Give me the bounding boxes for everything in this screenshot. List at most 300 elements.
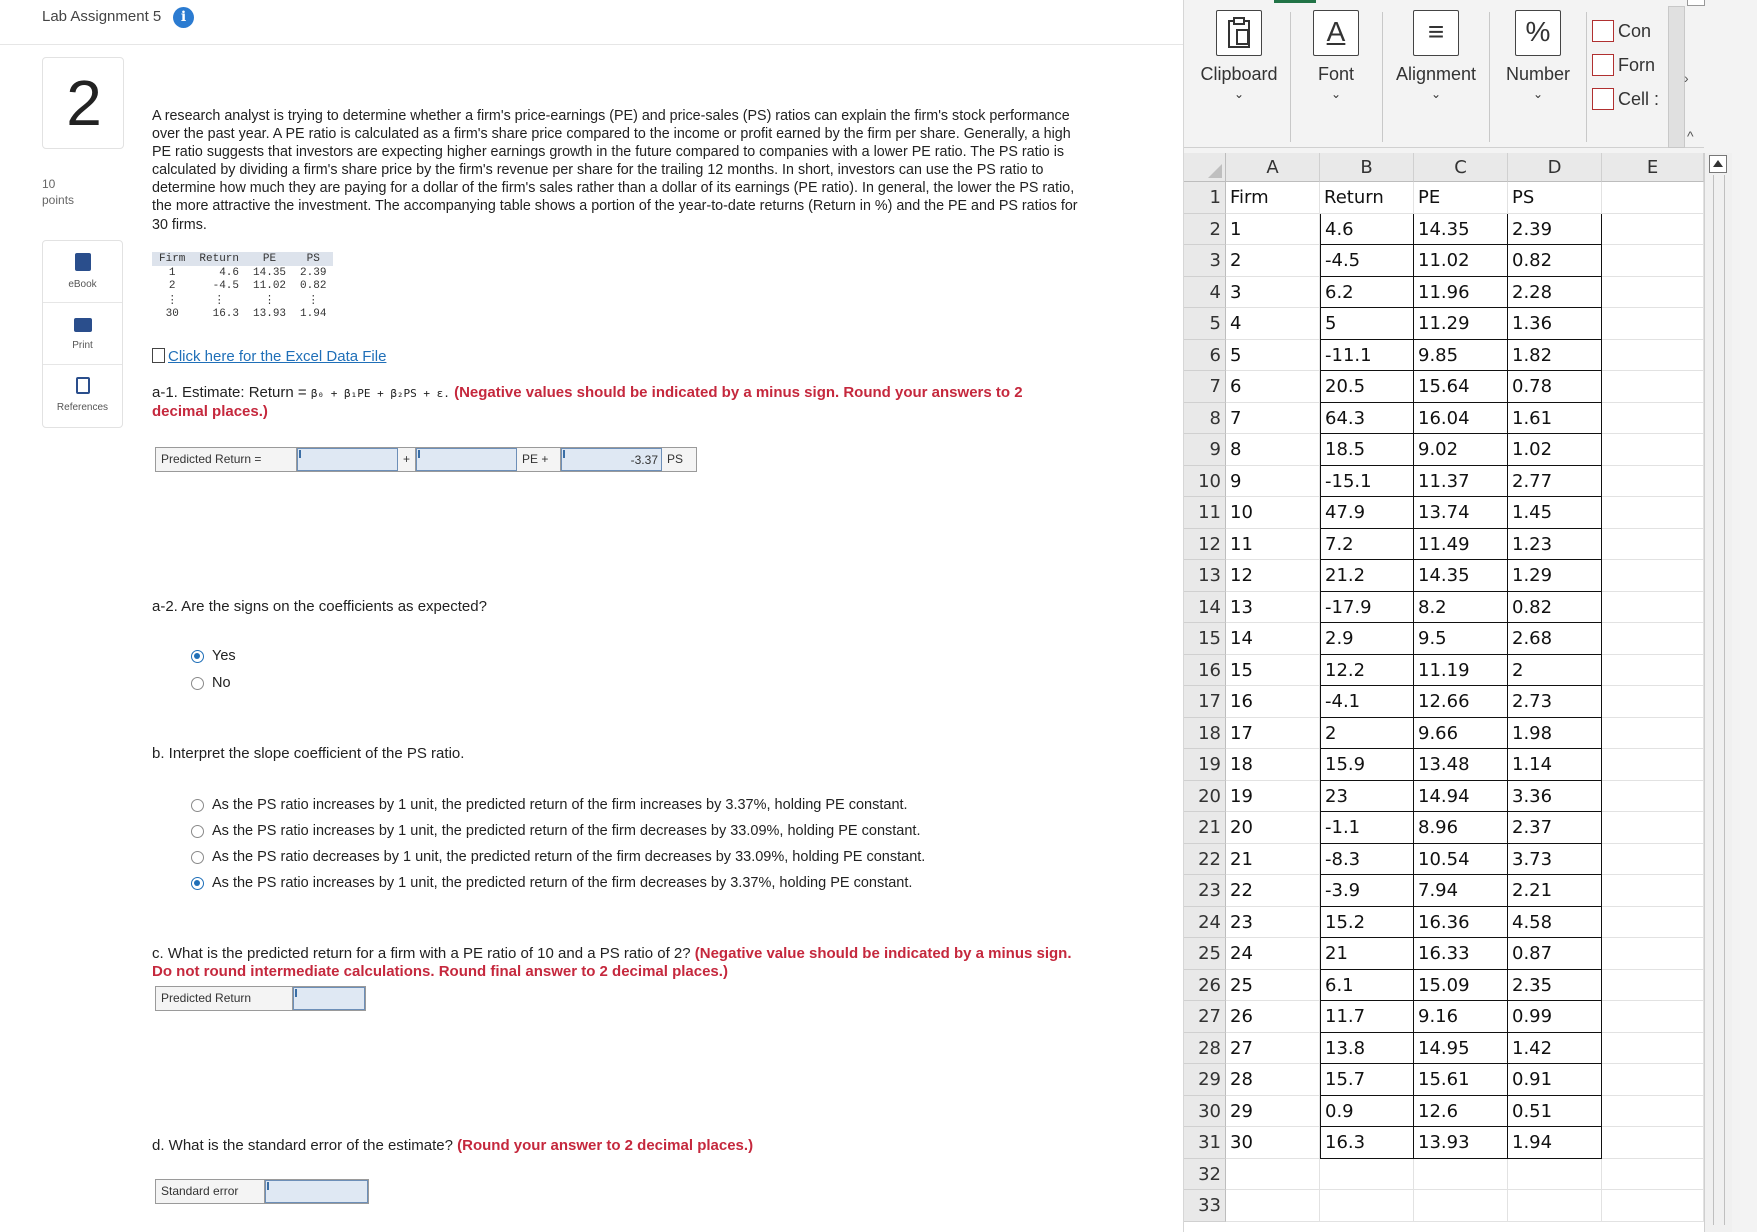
- sheet-cell[interactable]: 1.29: [1508, 560, 1602, 592]
- b-option-3[interactable]: [191, 849, 925, 865]
- row-header[interactable]: 11: [1184, 497, 1226, 529]
- sheet-cell[interactable]: [1602, 277, 1704, 309]
- sheet-cell[interactable]: -11.1: [1320, 340, 1414, 372]
- sheet-cell[interactable]: [1414, 1159, 1508, 1191]
- sheet-cell[interactable]: 13: [1226, 592, 1320, 624]
- column-header: Return: [192, 252, 246, 266]
- font-icon[interactable]: A: [1313, 10, 1359, 56]
- sheet-cell[interactable]: 2.21: [1508, 875, 1602, 907]
- sheet-row: [1184, 875, 1704, 907]
- b-option-1[interactable]: [191, 797, 908, 813]
- sheet-cell[interactable]: 47.9: [1320, 497, 1414, 529]
- styles-label: Con: [1618, 20, 1652, 41]
- sheet-cell[interactable]: 9.02: [1414, 434, 1508, 466]
- sheet-cell[interactable]: 18: [1226, 749, 1320, 781]
- predicted-return-label: Predicted Return =: [156, 448, 297, 471]
- sheet-cell[interactable]: 9.85: [1414, 340, 1508, 372]
- sheet-cell[interactable]: [1602, 529, 1704, 561]
- sheet-cell[interactable]: 15.09: [1414, 970, 1508, 1002]
- sheet-cell[interactable]: PE: [1414, 182, 1508, 214]
- ribbon-group-font[interactable]: [1296, 10, 1376, 101]
- sheet-cell[interactable]: 26: [1226, 1001, 1320, 1033]
- b-option-4[interactable]: [191, 875, 912, 891]
- print-label: Print: [72, 340, 93, 351]
- sheet-row: [1184, 403, 1704, 435]
- table-format-icon: [1592, 54, 1614, 76]
- table-cell: 2: [168, 280, 176, 293]
- sheet-cell[interactable]: 16.33: [1414, 938, 1508, 970]
- row-header[interactable]: 13: [1184, 560, 1226, 592]
- c-question-text: c. What is the predicted return for a firm with a PE ratio of 10 and a PS ratio of 2?: [152, 945, 691, 962]
- row-header[interactable]: 30: [1184, 1096, 1226, 1128]
- ebook-button[interactable]: [43, 241, 122, 303]
- sheet-cell[interactable]: 2.35: [1508, 970, 1602, 1002]
- sheet-cell[interactable]: [1602, 1190, 1704, 1222]
- sheet-cell[interactable]: 14.94: [1414, 781, 1508, 813]
- row-header[interactable]: 21: [1184, 812, 1226, 844]
- chevron-down-icon[interactable]: ⌄: [1532, 87, 1544, 101]
- alignment-icon[interactable]: ≡: [1413, 10, 1459, 56]
- scrollbar-track[interactable]: [1713, 175, 1725, 1225]
- sheet-cell[interactable]: -15.1: [1320, 466, 1414, 498]
- sheet-cell[interactable]: [1226, 1159, 1320, 1191]
- row-header[interactable]: 17: [1184, 686, 1226, 718]
- row-header[interactable]: 4: [1184, 277, 1226, 309]
- column-header-e[interactable]: E: [1602, 153, 1704, 182]
- sheet-cell[interactable]: [1602, 403, 1704, 435]
- sheet-row: [1184, 560, 1704, 592]
- sheet-cell[interactable]: 3.36: [1508, 781, 1602, 813]
- sheet-cell[interactable]: 8.96: [1414, 812, 1508, 844]
- row-header[interactable]: 29: [1184, 1064, 1226, 1096]
- b-option-2[interactable]: [191, 823, 920, 839]
- book-icon: [75, 253, 91, 271]
- row-header[interactable]: 33: [1184, 1190, 1226, 1222]
- sheet-row: [1184, 718, 1704, 750]
- option-label: As the PS ratio increases by 1 unit, the predicted return of the firm increases by 3.37%, holding PE constant.: [212, 797, 908, 813]
- sheet-cell[interactable]: [1602, 907, 1704, 939]
- ribbon-divider: [1382, 12, 1383, 142]
- sheet-cell[interactable]: 2: [1320, 718, 1414, 750]
- row-header[interactable]: 31: [1184, 1127, 1226, 1159]
- row-header[interactable]: 32: [1184, 1159, 1226, 1191]
- table-cell: 30: [165, 307, 179, 320]
- sheet-cell[interactable]: 14.95: [1414, 1033, 1508, 1065]
- row-header[interactable]: 28: [1184, 1033, 1226, 1065]
- row-header[interactable]: 14: [1184, 592, 1226, 624]
- sheet-cell[interactable]: 2.37: [1508, 812, 1602, 844]
- sheet-row: [1184, 623, 1704, 655]
- printer-icon: [74, 318, 92, 332]
- sheet-cell[interactable]: [1508, 1190, 1602, 1222]
- sheet-cell[interactable]: 21: [1226, 844, 1320, 876]
- chevron-right-icon[interactable]: ›: [1684, 70, 1689, 86]
- sheet-cell[interactable]: [1320, 1159, 1414, 1191]
- sheet-cell[interactable]: 19: [1226, 781, 1320, 813]
- sheet-cell[interactable]: [1602, 560, 1704, 592]
- sheet-cell[interactable]: PS: [1508, 182, 1602, 214]
- sheet-cell[interactable]: 0.82: [1508, 592, 1602, 624]
- sheet-cell[interactable]: 2.68: [1508, 623, 1602, 655]
- sheet-cell[interactable]: 10.54: [1414, 844, 1508, 876]
- sheet-cell[interactable]: 15.2: [1320, 907, 1414, 939]
- sheet-cell[interactable]: 8: [1226, 434, 1320, 466]
- sheet-cell[interactable]: 7.2: [1320, 529, 1414, 561]
- option-label: No: [212, 675, 231, 691]
- ribbon-group-styles: [1592, 14, 1659, 116]
- sheet-cell[interactable]: [1602, 781, 1704, 813]
- format-as-table-button[interactable]: [1592, 48, 1659, 82]
- radio-button[interactable]: [191, 851, 204, 864]
- sheet-cell[interactable]: 9.66: [1414, 718, 1508, 750]
- sheet-cell[interactable]: 1.61: [1508, 403, 1602, 435]
- a2-option-no[interactable]: [191, 675, 231, 691]
- sheet-cell[interactable]: 6: [1226, 371, 1320, 403]
- sheet-row: [1184, 970, 1704, 1002]
- sheet-cell[interactable]: -8.3: [1320, 844, 1414, 876]
- row-header[interactable]: 24: [1184, 907, 1226, 939]
- row-header[interactable]: 23: [1184, 875, 1226, 907]
- predicted-return-input[interactable]: [293, 987, 365, 1010]
- sheet-cell[interactable]: Firm: [1226, 182, 1320, 214]
- sheet-cell[interactable]: [1602, 466, 1704, 498]
- sheet-cell[interactable]: 16.04: [1414, 403, 1508, 435]
- column-header-d[interactable]: D: [1508, 153, 1602, 182]
- chevron-down-icon[interactable]: ⌄: [1233, 87, 1245, 101]
- ribbon-label: Clipboard: [1200, 64, 1278, 84]
- sheet-cell[interactable]: 7.94: [1414, 875, 1508, 907]
- sheet-row: [1184, 1033, 1704, 1065]
- sheet-cell[interactable]: 14: [1226, 623, 1320, 655]
- regression-equation-inputs: [155, 447, 697, 472]
- sheet-cell[interactable]: 23: [1320, 781, 1414, 813]
- sheet-cell[interactable]: 4.6: [1320, 214, 1414, 246]
- ribbon-scrollbar[interactable]: [1668, 6, 1685, 148]
- chevron-down-icon[interactable]: ⌄: [1430, 87, 1442, 101]
- sheet-cell[interactable]: 13.93: [1414, 1127, 1508, 1159]
- sheet-cell[interactable]: [1602, 844, 1704, 876]
- sheet-cell[interactable]: 14.35: [1414, 560, 1508, 592]
- sheet-cell[interactable]: 11.29: [1414, 308, 1508, 340]
- references-button[interactable]: [43, 365, 122, 427]
- sheet-cell[interactable]: 30: [1226, 1127, 1320, 1159]
- sheet-cell[interactable]: [1602, 875, 1704, 907]
- sheet-cell[interactable]: -1.1: [1320, 812, 1414, 844]
- resource-toolbar: [42, 240, 123, 428]
- scroll-up-icon[interactable]: [1709, 155, 1727, 173]
- excel-data-file-link[interactable]: [152, 348, 386, 365]
- table-cell: 4.6: [219, 266, 240, 279]
- sheet-cell[interactable]: 22: [1226, 875, 1320, 907]
- sheet-cell[interactable]: 1.94: [1508, 1127, 1602, 1159]
- sheet-cell[interactable]: 21: [1320, 938, 1414, 970]
- sheet-cell[interactable]: 28: [1226, 1064, 1320, 1096]
- sheet-cell[interactable]: -4.1: [1320, 686, 1414, 718]
- row-header[interactable]: 15: [1184, 623, 1226, 655]
- sheet-cell[interactable]: [1602, 214, 1704, 246]
- sheet-cell[interactable]: 1: [1226, 214, 1320, 246]
- sheet-cell[interactable]: 2.73: [1508, 686, 1602, 718]
- column-header-c[interactable]: C: [1414, 153, 1508, 182]
- sheet-cell[interactable]: 0.9: [1320, 1096, 1414, 1128]
- sheet-cell[interactable]: 6.1: [1320, 970, 1414, 1002]
- sheet-cell[interactable]: 2: [1508, 655, 1602, 687]
- sheet-cell[interactable]: -4.5: [1320, 245, 1414, 277]
- sheet-cell[interactable]: 13.48: [1414, 749, 1508, 781]
- ribbon-label: Number: [1505, 64, 1571, 84]
- row-header[interactable]: 7: [1184, 371, 1226, 403]
- sheet-cell[interactable]: [1602, 1127, 1704, 1159]
- pe-coefficient-input[interactable]: [416, 448, 517, 471]
- excel-link-text: Click here for the Excel Data File: [168, 348, 387, 365]
- sheet-cell[interactable]: 11.49: [1414, 529, 1508, 561]
- ribbon-group-number[interactable]: [1494, 10, 1582, 101]
- sheet-cell[interactable]: 1.14: [1508, 749, 1602, 781]
- option-label: As the PS ratio increases by 1 unit, the predicted return of the firm decreases by 3.37%, holding PE constant.: [212, 875, 913, 891]
- ps-coefficient-input[interactable]: [561, 448, 662, 471]
- sheet-cell[interactable]: [1602, 245, 1704, 277]
- sheet-cell[interactable]: 27: [1226, 1033, 1320, 1065]
- standard-error-answer: [155, 1179, 369, 1204]
- sheet-cell[interactable]: -17.9: [1320, 592, 1414, 624]
- a1-prefix: a-1.: [152, 384, 178, 401]
- sheet-cell[interactable]: [1226, 1190, 1320, 1222]
- sheet-cell[interactable]: 12.66: [1414, 686, 1508, 718]
- assignment-title: Lab Assignment 5: [42, 8, 162, 25]
- radio-button[interactable]: [191, 799, 204, 812]
- ebook-label: eBook: [68, 279, 97, 290]
- sheet-row: [1184, 466, 1704, 498]
- styles-label: Forn: [1618, 54, 1656, 75]
- sheet-cell[interactable]: 9: [1226, 466, 1320, 498]
- question-a2: a-2. Are the signs on the coefficients as expected?: [152, 598, 487, 615]
- sheet-cell[interactable]: 12.6: [1414, 1096, 1508, 1128]
- sheet-cell[interactable]: 18.5: [1320, 434, 1414, 466]
- sheet-cell[interactable]: 17: [1226, 718, 1320, 750]
- sheet-cell[interactable]: Return: [1320, 182, 1414, 214]
- standard-error-input[interactable]: [265, 1180, 368, 1203]
- select-all-button[interactable]: [1184, 153, 1226, 182]
- sheet-cell[interactable]: 16: [1226, 686, 1320, 718]
- radio-button[interactable]: [191, 825, 204, 838]
- sheet-cell[interactable]: 6.2: [1320, 277, 1414, 309]
- info-icon[interactable]: i: [173, 7, 194, 28]
- sheet-cell[interactable]: 1.36: [1508, 308, 1602, 340]
- sheet-cell[interactable]: [1602, 686, 1704, 718]
- sheet-vertical-scrollbar[interactable]: [1704, 153, 1732, 1232]
- radio-button[interactable]: [191, 650, 204, 663]
- sheet-cell[interactable]: [1508, 1159, 1602, 1191]
- cell-styles-button[interactable]: [1592, 82, 1659, 116]
- row-header[interactable]: 2: [1184, 214, 1226, 246]
- ribbon-divider: [1489, 12, 1490, 142]
- sheet-cell[interactable]: 20.5: [1320, 371, 1414, 403]
- sheet-cell[interactable]: [1414, 1190, 1508, 1222]
- sheet-cell[interactable]: [1602, 497, 1704, 529]
- ribbon-group-clipboard[interactable]: [1194, 10, 1284, 101]
- sheet-cell[interactable]: 16.3: [1320, 1127, 1414, 1159]
- sheet-cell[interactable]: 0.82: [1508, 245, 1602, 277]
- sheet-cell[interactable]: [1602, 1096, 1704, 1128]
- sheet-cell[interactable]: [1602, 371, 1704, 403]
- row-header[interactable]: 19: [1184, 749, 1226, 781]
- sheet-cell[interactable]: 1.98: [1508, 718, 1602, 750]
- row-header[interactable]: 22: [1184, 844, 1226, 876]
- sheet-cell[interactable]: 11.19: [1414, 655, 1508, 687]
- sheet-cell[interactable]: [1602, 340, 1704, 372]
- sheet-cell[interactable]: [1320, 1190, 1414, 1222]
- sheet-cell[interactable]: 11: [1226, 529, 1320, 561]
- row-header[interactable]: 16: [1184, 655, 1226, 687]
- sheet-cell[interactable]: [1602, 655, 1704, 687]
- sheet-cell[interactable]: 0.51: [1508, 1096, 1602, 1128]
- styles-label: Cell :: [1618, 88, 1660, 109]
- sheet-cell[interactable]: 8.2: [1414, 592, 1508, 624]
- sheet-cell[interactable]: 9.5: [1414, 623, 1508, 655]
- sheet-cell[interactable]: 14.35: [1414, 214, 1508, 246]
- table-header-row: [152, 252, 333, 266]
- sheet-cell[interactable]: 25: [1226, 970, 1320, 1002]
- sheet-cell[interactable]: [1602, 308, 1704, 340]
- sheet-cell[interactable]: 9.16: [1414, 1001, 1508, 1033]
- sheet-cell[interactable]: 13.8: [1320, 1033, 1414, 1065]
- sheet-cell[interactable]: 2.77: [1508, 466, 1602, 498]
- c-instruction: (Negative value should be indicated by a minus sign. Do not round intermediate calculations. Round final answer to 2 decimal places.): [152, 945, 1072, 980]
- sheet-cell[interactable]: [1602, 1064, 1704, 1096]
- sheet-cell[interactable]: 12: [1226, 560, 1320, 592]
- sheet-cell[interactable]: 1.45: [1508, 497, 1602, 529]
- sheet-cell[interactable]: 15: [1226, 655, 1320, 687]
- row-header[interactable]: 3: [1184, 245, 1226, 277]
- sheet-cell[interactable]: 3: [1226, 277, 1320, 309]
- sheet-cell[interactable]: 0.99: [1508, 1001, 1602, 1033]
- conditional-formatting-button[interactable]: [1592, 14, 1659, 48]
- sheet-row: [1184, 907, 1704, 939]
- sheet-cell[interactable]: 64.3: [1320, 403, 1414, 435]
- sheet-cell[interactable]: [1602, 623, 1704, 655]
- sheet-cell[interactable]: 4.58: [1508, 907, 1602, 939]
- a2-option-yes[interactable]: [191, 648, 236, 664]
- sheet-cell[interactable]: 2.9: [1320, 623, 1414, 655]
- spreadsheet-grid[interactable]: [1184, 153, 1704, 1232]
- sheet-cell[interactable]: 3.73: [1508, 844, 1602, 876]
- sheet-cell[interactable]: [1602, 182, 1704, 214]
- ribbon-display-button[interactable]: [1687, 0, 1705, 6]
- sheet-cell[interactable]: -3.9: [1320, 875, 1414, 907]
- sheet-cell[interactable]: [1602, 970, 1704, 1002]
- collapse-ribbon-icon[interactable]: ^: [1687, 128, 1694, 144]
- sheet-cell[interactable]: [1602, 938, 1704, 970]
- sheet-cell[interactable]: 11.37: [1414, 466, 1508, 498]
- a1-text: Estimate: Return =: [182, 384, 307, 401]
- row-header[interactable]: 25: [1184, 938, 1226, 970]
- sheet-row: [1184, 1190, 1704, 1222]
- sheet-cell[interactable]: [1602, 434, 1704, 466]
- sheet-cell[interactable]: [1602, 749, 1704, 781]
- column-header-a[interactable]: A: [1226, 153, 1320, 182]
- sheet-cell[interactable]: 29: [1226, 1096, 1320, 1128]
- sheet-cell[interactable]: 0.87: [1508, 938, 1602, 970]
- sheet-cell[interactable]: 16.36: [1414, 907, 1508, 939]
- sheet-cell[interactable]: 15.7: [1320, 1064, 1414, 1096]
- chevron-down-icon[interactable]: ⌄: [1330, 87, 1342, 101]
- row-header[interactable]: 20: [1184, 781, 1226, 813]
- sheet-cell[interactable]: 0.78: [1508, 371, 1602, 403]
- sheet-cell[interactable]: [1602, 812, 1704, 844]
- sheet-cell[interactable]: 15.61: [1414, 1064, 1508, 1096]
- sheet-cell[interactable]: [1602, 1159, 1704, 1191]
- sheet-cell[interactable]: [1602, 592, 1704, 624]
- row-header[interactable]: 10: [1184, 466, 1226, 498]
- row-header[interactable]: 27: [1184, 1001, 1226, 1033]
- clipboard-icon[interactable]: [1216, 10, 1262, 56]
- sheet-cell[interactable]: 11.7: [1320, 1001, 1414, 1033]
- table-cell: 0.82: [300, 280, 327, 293]
- row-header[interactable]: 26: [1184, 970, 1226, 1002]
- sheet-cell[interactable]: 20: [1226, 812, 1320, 844]
- sheet-cell[interactable]: 13.74: [1414, 497, 1508, 529]
- sheet-cell[interactable]: 23: [1226, 907, 1320, 939]
- sheet-cell[interactable]: 11.96: [1414, 277, 1508, 309]
- row-header[interactable]: 8: [1184, 403, 1226, 435]
- row-header[interactable]: 9: [1184, 434, 1226, 466]
- sheet-cell[interactable]: 2.28: [1508, 277, 1602, 309]
- radio-button[interactable]: [191, 877, 204, 890]
- sheet-cell[interactable]: 24: [1226, 938, 1320, 970]
- d-instruction: (Round your answer to 2 decimal places.): [457, 1137, 754, 1154]
- print-button[interactable]: [43, 303, 122, 365]
- sheet-cell[interactable]: 10: [1226, 497, 1320, 529]
- row-header[interactable]: 6: [1184, 340, 1226, 372]
- sheet-row: [1184, 277, 1704, 309]
- sheet-row: [1184, 1127, 1704, 1159]
- radio-button[interactable]: [191, 677, 204, 690]
- sheet-cell[interactable]: [1602, 1001, 1704, 1033]
- predicted-return-answer: [155, 986, 366, 1011]
- sheet-cell[interactable]: 12.2: [1320, 655, 1414, 687]
- row-header[interactable]: 1: [1184, 182, 1226, 214]
- sheet-cell[interactable]: 1.82: [1508, 340, 1602, 372]
- question-a1: [152, 384, 1052, 421]
- column-header-b[interactable]: B: [1320, 153, 1414, 182]
- sheet-cell[interactable]: 1.02: [1508, 434, 1602, 466]
- intercept-input[interactable]: [297, 448, 398, 471]
- ribbon-group-alignment[interactable]: [1388, 10, 1484, 101]
- sheet-cell[interactable]: 2.39: [1508, 214, 1602, 246]
- sheet-cell[interactable]: 5: [1320, 308, 1414, 340]
- sheet-cell[interactable]: [1602, 718, 1704, 750]
- sheet-cell[interactable]: 15.64: [1414, 371, 1508, 403]
- sheet-cell[interactable]: 2: [1226, 245, 1320, 277]
- sheet-cell[interactable]: 0.91: [1508, 1064, 1602, 1096]
- sheet-row: [1184, 497, 1704, 529]
- sheet-cell[interactable]: 5: [1226, 340, 1320, 372]
- pe-label: PE +: [517, 448, 561, 471]
- sheet-cell[interactable]: 11.02: [1414, 245, 1508, 277]
- standard-error-label: Standard error: [156, 1180, 265, 1203]
- row-header[interactable]: 18: [1184, 718, 1226, 750]
- sheet-cell[interactable]: 15.9: [1320, 749, 1414, 781]
- sheet-cell[interactable]: [1602, 1033, 1704, 1065]
- sheet-cell[interactable]: 7: [1226, 403, 1320, 435]
- row-header[interactable]: 12: [1184, 529, 1226, 561]
- sheet-cell[interactable]: 1.23: [1508, 529, 1602, 561]
- percent-icon[interactable]: %: [1515, 10, 1561, 56]
- sheet-cell[interactable]: 21.2: [1320, 560, 1414, 592]
- row-header[interactable]: 5: [1184, 308, 1226, 340]
- sheet-cell[interactable]: 4: [1226, 308, 1320, 340]
- sheet-cell[interactable]: 1.42: [1508, 1033, 1602, 1065]
